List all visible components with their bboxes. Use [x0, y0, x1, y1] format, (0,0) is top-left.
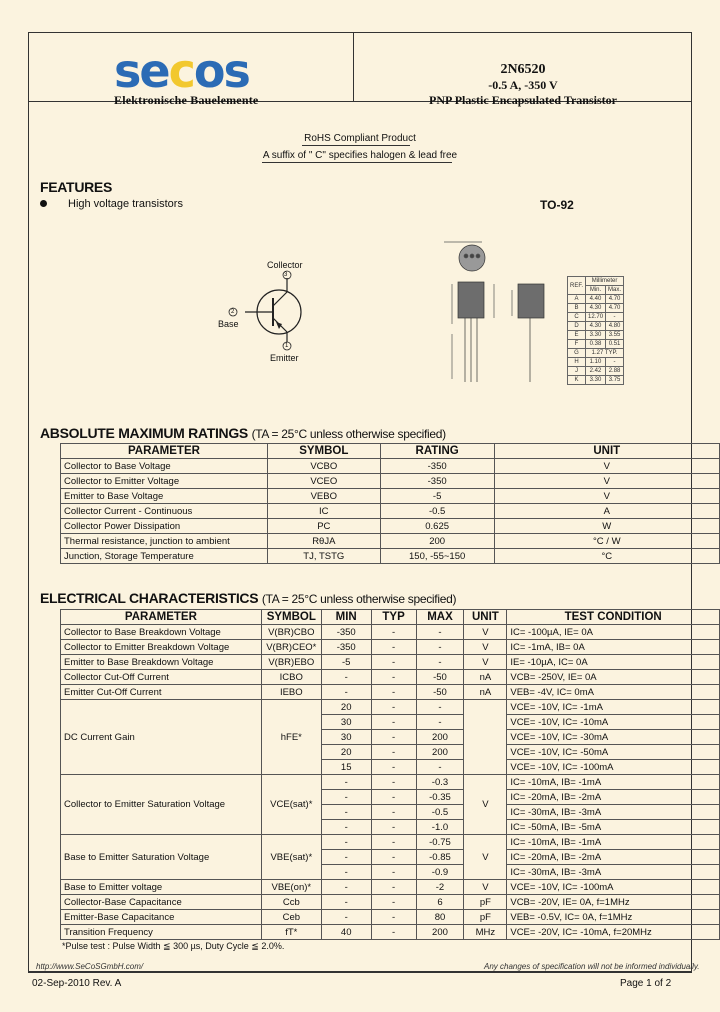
- dim-min: 3.30: [586, 331, 606, 340]
- elec-max: -: [416, 640, 464, 655]
- bullet-icon: [40, 200, 47, 207]
- abs-unit: A: [494, 504, 719, 519]
- table-row: [61, 925, 720, 940]
- abs-unit: V: [494, 474, 719, 489]
- elec-min: -: [321, 835, 371, 850]
- dim-row: [568, 340, 624, 349]
- elec-parameter: Emitter-Base Capacitance: [61, 910, 262, 925]
- elec-parameter: Collector to Base Breakdown Voltage: [61, 625, 262, 640]
- elec-min: -: [321, 865, 371, 880]
- elec-max: -50: [416, 685, 464, 700]
- elec-unit: V: [464, 835, 507, 880]
- dim-max: 4.80: [606, 322, 624, 331]
- table-row: [61, 775, 720, 790]
- elec-max: -50: [416, 670, 464, 685]
- pulse-note: *Pulse test : Pulse Width ≦ 300 µs, Duty Cycle ≦ 2.0%.: [62, 941, 285, 951]
- dim-row: [568, 349, 624, 358]
- footer-notice: Any changes of specification will not be informed individually.: [484, 962, 700, 971]
- elec-max: 80: [416, 910, 464, 925]
- dim-row: [568, 295, 624, 304]
- elec-condition: (TA = 25°C unless otherwise specified): [261, 592, 457, 606]
- elec-table: [60, 609, 720, 940]
- elec-max: -0.85: [416, 850, 464, 865]
- dim-max: -: [606, 358, 624, 367]
- elec-test-condition: IC= -20mA, IB= -2mA: [507, 790, 720, 805]
- dim-min: 4.40: [586, 295, 606, 304]
- abs-parameter: Thermal resistance, junction to ambient: [61, 534, 268, 549]
- table-row: [61, 835, 720, 850]
- elec-min: 40: [321, 925, 371, 940]
- table-row: [61, 640, 720, 655]
- elec-min: 30: [321, 730, 371, 745]
- package-name: TO-92: [540, 198, 574, 212]
- elec-min: -: [321, 880, 371, 895]
- abs-rating: -5: [380, 489, 494, 504]
- elec-min: -: [321, 805, 371, 820]
- elec-parameter: Collector-Base Capacitance: [61, 895, 262, 910]
- elec-test-condition: VEB= -0.5V, IC= 0A, f=1MHz: [507, 910, 720, 925]
- elec-min: -350: [321, 640, 371, 655]
- elec-symbol: fT*: [261, 925, 321, 940]
- elec-test-condition: IC= -30mA, IB= -3mA: [507, 805, 720, 820]
- elec-min: -: [321, 685, 371, 700]
- elec-max: -1.0: [416, 820, 464, 835]
- abs-symbol: VCBO: [267, 459, 380, 474]
- elec-symbol: Ceb: [261, 910, 321, 925]
- dim-row: [568, 376, 624, 385]
- elec-typ: -: [371, 745, 416, 760]
- abs-symbol: VEBO: [267, 489, 380, 504]
- elec-min: -5: [321, 655, 371, 670]
- elec-min: -: [321, 820, 371, 835]
- elec-unit: nA: [464, 670, 507, 685]
- elec-min: -: [321, 910, 371, 925]
- dim-max: 4.70: [606, 304, 624, 313]
- elec-max: -: [416, 700, 464, 715]
- halogen-note: A suffix of " C" specifies halogen & lead free: [262, 150, 458, 161]
- elec-min: 30: [321, 715, 371, 730]
- elec-symbol: V(BR)CBO: [261, 625, 321, 640]
- elec-typ: -: [371, 640, 416, 655]
- halogen-underline: [262, 162, 452, 163]
- rohs-underline: [302, 145, 410, 146]
- abs-max-table: [60, 443, 720, 564]
- feature-item: High voltage transistors: [68, 198, 183, 210]
- dim-min: 12.70: [586, 313, 606, 322]
- dim-ref: G: [568, 349, 586, 358]
- elec-test-condition: VEB= -4V, IC= 0mA: [507, 685, 720, 700]
- abs-unit: V: [494, 459, 719, 474]
- elec-typ: -: [371, 670, 416, 685]
- elec-parameter: Collector to Emitter Saturation Voltage: [61, 775, 262, 835]
- dim-ref: F: [568, 340, 586, 349]
- abs-header-symbol: SYMBOL: [267, 444, 380, 459]
- elec-min: -: [321, 850, 371, 865]
- elec-parameter: Collector to Emitter Breakdown Voltage: [61, 640, 262, 655]
- elec-typ: -: [371, 835, 416, 850]
- elec-typ: -: [371, 775, 416, 790]
- dim-header-ref: REF.: [568, 277, 586, 295]
- elec-symbol: VCE(sat)*: [261, 775, 321, 835]
- elec-unit: V: [464, 640, 507, 655]
- elec-typ: -: [371, 895, 416, 910]
- elec-parameter: Emitter Cut-Off Current: [61, 685, 262, 700]
- dim-ref: K: [568, 376, 586, 385]
- dim-ref: A: [568, 295, 586, 304]
- table-row: [61, 670, 720, 685]
- dim-header-min: Min.: [586, 286, 606, 295]
- features-title: FEATURES: [40, 179, 113, 195]
- table-row: [61, 685, 720, 700]
- company-logo: secos: [114, 44, 249, 98]
- elec-min: -: [321, 670, 371, 685]
- elec-typ: -: [371, 865, 416, 880]
- dim-min: 4.30: [586, 304, 606, 313]
- emitter-label: Emitter: [270, 353, 299, 363]
- elec-unit: nA: [464, 685, 507, 700]
- abs-unit: °C / W: [494, 534, 719, 549]
- dim-max: 2.88: [606, 367, 624, 376]
- dim-value: 1.27 TYP.: [586, 349, 624, 358]
- abs-max-title: ABSOLUTE MAXIMUM RATINGS (TA = 25°C unless otherwise specified): [40, 425, 446, 441]
- elec-max: 6: [416, 895, 464, 910]
- elec-max: -0.5: [416, 805, 464, 820]
- elec-typ: -: [371, 925, 416, 940]
- elec-unit: V: [464, 625, 507, 640]
- to92-outline-icon: [438, 234, 562, 384]
- abs-unit: °C: [494, 549, 719, 564]
- elec-header-unit: UNIT: [464, 610, 507, 625]
- elec-symbol: V(BR)CEO*: [261, 640, 321, 655]
- elec-max: -0.9: [416, 865, 464, 880]
- rohs-note: RoHS Compliant Product: [304, 133, 416, 144]
- dim-header-max: Max.: [606, 286, 624, 295]
- elec-unit: V: [464, 655, 507, 670]
- elec-min: -: [321, 895, 371, 910]
- elec-unit: MHz: [464, 925, 507, 940]
- elec-header-min: MIN: [321, 610, 371, 625]
- emitter-pin: 1: [285, 343, 289, 349]
- dim-min: 3.30: [586, 376, 606, 385]
- elec-min: -: [321, 790, 371, 805]
- abs-rating: 200: [380, 534, 494, 549]
- elec-typ: -: [371, 625, 416, 640]
- elec-symbol: hFE*: [261, 700, 321, 775]
- elec-header-parameter: PARAMETER: [61, 610, 262, 625]
- footer-page: Page 1 of 2: [620, 978, 672, 989]
- dim-ref: B: [568, 304, 586, 313]
- elec-parameter: DC Current Gain: [61, 700, 262, 775]
- elec-max: 200: [416, 730, 464, 745]
- dim-row: [568, 304, 624, 313]
- elec-parameter: Transition Frequency: [61, 925, 262, 940]
- elec-max: -2: [416, 880, 464, 895]
- abs-parameter: Emitter to Base Voltage: [61, 489, 268, 504]
- elec-typ: -: [371, 685, 416, 700]
- elec-test-condition: IE= -10µA, IC= 0A: [507, 655, 720, 670]
- elec-test-condition: IC= -20mA, IB= -2mA: [507, 850, 720, 865]
- elec-symbol: VBE(sat)*: [261, 835, 321, 880]
- device-description: PNP Plastic Encapsulated Transistor: [429, 93, 617, 107]
- elec-test-condition: VCB= -20V, IE= 0A, f=1MHz: [507, 895, 720, 910]
- elec-unit: V: [464, 880, 507, 895]
- table-row: [61, 625, 720, 640]
- abs-symbol: IC: [267, 504, 380, 519]
- dim-min: 1.10: [586, 358, 606, 367]
- dim-ref: H: [568, 358, 586, 367]
- dim-ref: C: [568, 313, 586, 322]
- abs-header-rating: RATING: [380, 444, 494, 459]
- elec-symbol: IEBO: [261, 685, 321, 700]
- dim-ref: D: [568, 322, 586, 331]
- dim-max: -: [606, 313, 624, 322]
- abs-parameter: Collector to Base Voltage: [61, 459, 268, 474]
- abs-rating: 150, -55~150: [380, 549, 494, 564]
- dim-max: 3.75: [606, 376, 624, 385]
- part-number: 2N6520: [500, 62, 546, 77]
- elec-min: -: [321, 775, 371, 790]
- rating-summary: -0.5 A, -350 V: [488, 78, 558, 92]
- elec-typ: -: [371, 790, 416, 805]
- footer-date-rev: 02-Sep-2010 Rev. A: [32, 978, 122, 989]
- elec-test-condition: IC= -50mA, IB= -5mA: [507, 820, 720, 835]
- dim-max: 4.70: [606, 295, 624, 304]
- elec-unit: pF: [464, 895, 507, 910]
- elec-typ: -: [371, 820, 416, 835]
- table-row: [61, 519, 720, 534]
- elec-symbol: VBE(on)*: [261, 880, 321, 895]
- abs-header-parameter: PARAMETER: [61, 444, 268, 459]
- collector-pin: 3: [284, 272, 288, 278]
- table-row: [61, 489, 720, 504]
- abs-unit: V: [494, 489, 719, 504]
- table-row: [61, 880, 720, 895]
- elec-symbol: ICBO: [261, 670, 321, 685]
- elec-test-condition: IC= -1mA, IB= 0A: [507, 640, 720, 655]
- elec-test-condition: IC= -10mA, IB= -1mA: [507, 775, 720, 790]
- elec-typ: -: [371, 655, 416, 670]
- elec-test-condition: VCE= -10V, IC= -100mA: [507, 760, 720, 775]
- elec-test-condition: VCE= -10V, IC= -10mA: [507, 715, 720, 730]
- dim-header-unit: Millimeter: [586, 277, 624, 286]
- elec-min: -350: [321, 625, 371, 640]
- elec-min: 20: [321, 700, 371, 715]
- abs-rating: 0.625: [380, 519, 494, 534]
- table-row: [61, 549, 720, 564]
- elec-max: -0.75: [416, 835, 464, 850]
- abs-symbol: RθJA: [267, 534, 380, 549]
- elec-typ: -: [371, 880, 416, 895]
- footer-url[interactable]: http://www.SeCoSGmbH.com/: [36, 962, 144, 971]
- elec-parameter: Base to Emitter voltage: [61, 880, 262, 895]
- abs-rating: -350: [380, 459, 494, 474]
- dim-ref: E: [568, 331, 586, 340]
- elec-max: -: [416, 655, 464, 670]
- dim-max: 3.55: [606, 331, 624, 340]
- elec-typ: -: [371, 715, 416, 730]
- table-row: [61, 534, 720, 549]
- dim-row: [568, 358, 624, 367]
- elec-max: -0.3: [416, 775, 464, 790]
- elec-test-condition: VCE= -10V, IC= -1mA: [507, 700, 720, 715]
- abs-parameter: Collector Current - Continuous: [61, 504, 268, 519]
- elec-typ: -: [371, 805, 416, 820]
- abs-rating: -350: [380, 474, 494, 489]
- logo-subtitle: Elektronische Bauelemente: [114, 93, 259, 107]
- elec-test-condition: IC= -10mA, IB= -1mA: [507, 835, 720, 850]
- elec-test-condition: VCE= -10V, IC= -100mA: [507, 880, 720, 895]
- elec-test-condition: IC= -100µA, IE= 0A: [507, 625, 720, 640]
- elec-parameter: Collector Cut-Off Current: [61, 670, 262, 685]
- elec-test-condition: VCE= -20V, IC= -10mA, f=20MHz: [507, 925, 720, 940]
- elec-max: -: [416, 625, 464, 640]
- elec-max: 200: [416, 745, 464, 760]
- table-row: [61, 910, 720, 925]
- abs-symbol: TJ, TSTG: [267, 549, 380, 564]
- elec-title: ELECTRICAL CHARACTERISTICS (TA = 25°C unless otherwise specified): [40, 590, 457, 606]
- table-row: [61, 655, 720, 670]
- elec-max: -: [416, 715, 464, 730]
- table-row: [61, 504, 720, 519]
- elec-header-test-condition: TEST CONDITION: [507, 610, 720, 625]
- base-pin: 2: [231, 309, 235, 315]
- elec-test-condition: VCB= -250V, IE= 0A: [507, 670, 720, 685]
- abs-header-unit: UNIT: [494, 444, 719, 459]
- abs-parameter: Collector to Emitter Voltage: [61, 474, 268, 489]
- dim-row: [568, 322, 624, 331]
- abs-unit: W: [494, 519, 719, 534]
- collector-label: Collector: [267, 260, 303, 270]
- dim-max: 0.51: [606, 340, 624, 349]
- elec-typ: -: [371, 850, 416, 865]
- elec-max: 200: [416, 925, 464, 940]
- elec-parameter: Emitter to Base Breakdown Voltage: [61, 655, 262, 670]
- elec-header-symbol: SYMBOL: [261, 610, 321, 625]
- abs-symbol: PC: [267, 519, 380, 534]
- abs-parameter: Collector Power Dissipation: [61, 519, 268, 534]
- base-label: Base: [218, 319, 239, 329]
- elec-symbol: V(BR)EBO: [261, 655, 321, 670]
- elec-max: -: [416, 760, 464, 775]
- elec-unit: [464, 700, 507, 775]
- elec-min: 15: [321, 760, 371, 775]
- elec-min: 20: [321, 745, 371, 760]
- abs-symbol: VCEO: [267, 474, 380, 489]
- dim-min: 0.38: [586, 340, 606, 349]
- table-row: [61, 474, 720, 489]
- elec-test-condition: IC= -30mA, IB= -3mA: [507, 865, 720, 880]
- elec-test-condition: VCE= -10V, IC= -30mA: [507, 730, 720, 745]
- dimension-table: [567, 276, 624, 385]
- elec-max: -0.35: [416, 790, 464, 805]
- table-row: [61, 895, 720, 910]
- elec-typ: -: [371, 700, 416, 715]
- elec-typ: -: [371, 730, 416, 745]
- dim-ref: J: [568, 367, 586, 376]
- table-row: [61, 459, 720, 474]
- elec-header-typ: TYP: [371, 610, 416, 625]
- footer-rule: [28, 972, 692, 973]
- abs-rating: -0.5: [380, 504, 494, 519]
- elec-symbol: Ccb: [261, 895, 321, 910]
- dim-row: [568, 367, 624, 376]
- dim-min: 4.30: [586, 322, 606, 331]
- abs-max-condition: (TA = 25°C unless otherwise specified): [251, 427, 446, 441]
- abs-parameter: Junction, Storage Temperature: [61, 549, 268, 564]
- elec-test-condition: VCE= -10V, IC= -50mA: [507, 745, 720, 760]
- dim-row: [568, 331, 624, 340]
- dim-row: [568, 313, 624, 322]
- elec-unit: V: [464, 775, 507, 835]
- table-row: [61, 700, 720, 715]
- dim-min: 2.42: [586, 367, 606, 376]
- elec-typ: -: [371, 910, 416, 925]
- elec-header-max: MAX: [416, 610, 464, 625]
- elec-parameter: Base to Emitter Saturation Voltage: [61, 835, 262, 880]
- elec-unit: pF: [464, 910, 507, 925]
- elec-typ: -: [371, 760, 416, 775]
